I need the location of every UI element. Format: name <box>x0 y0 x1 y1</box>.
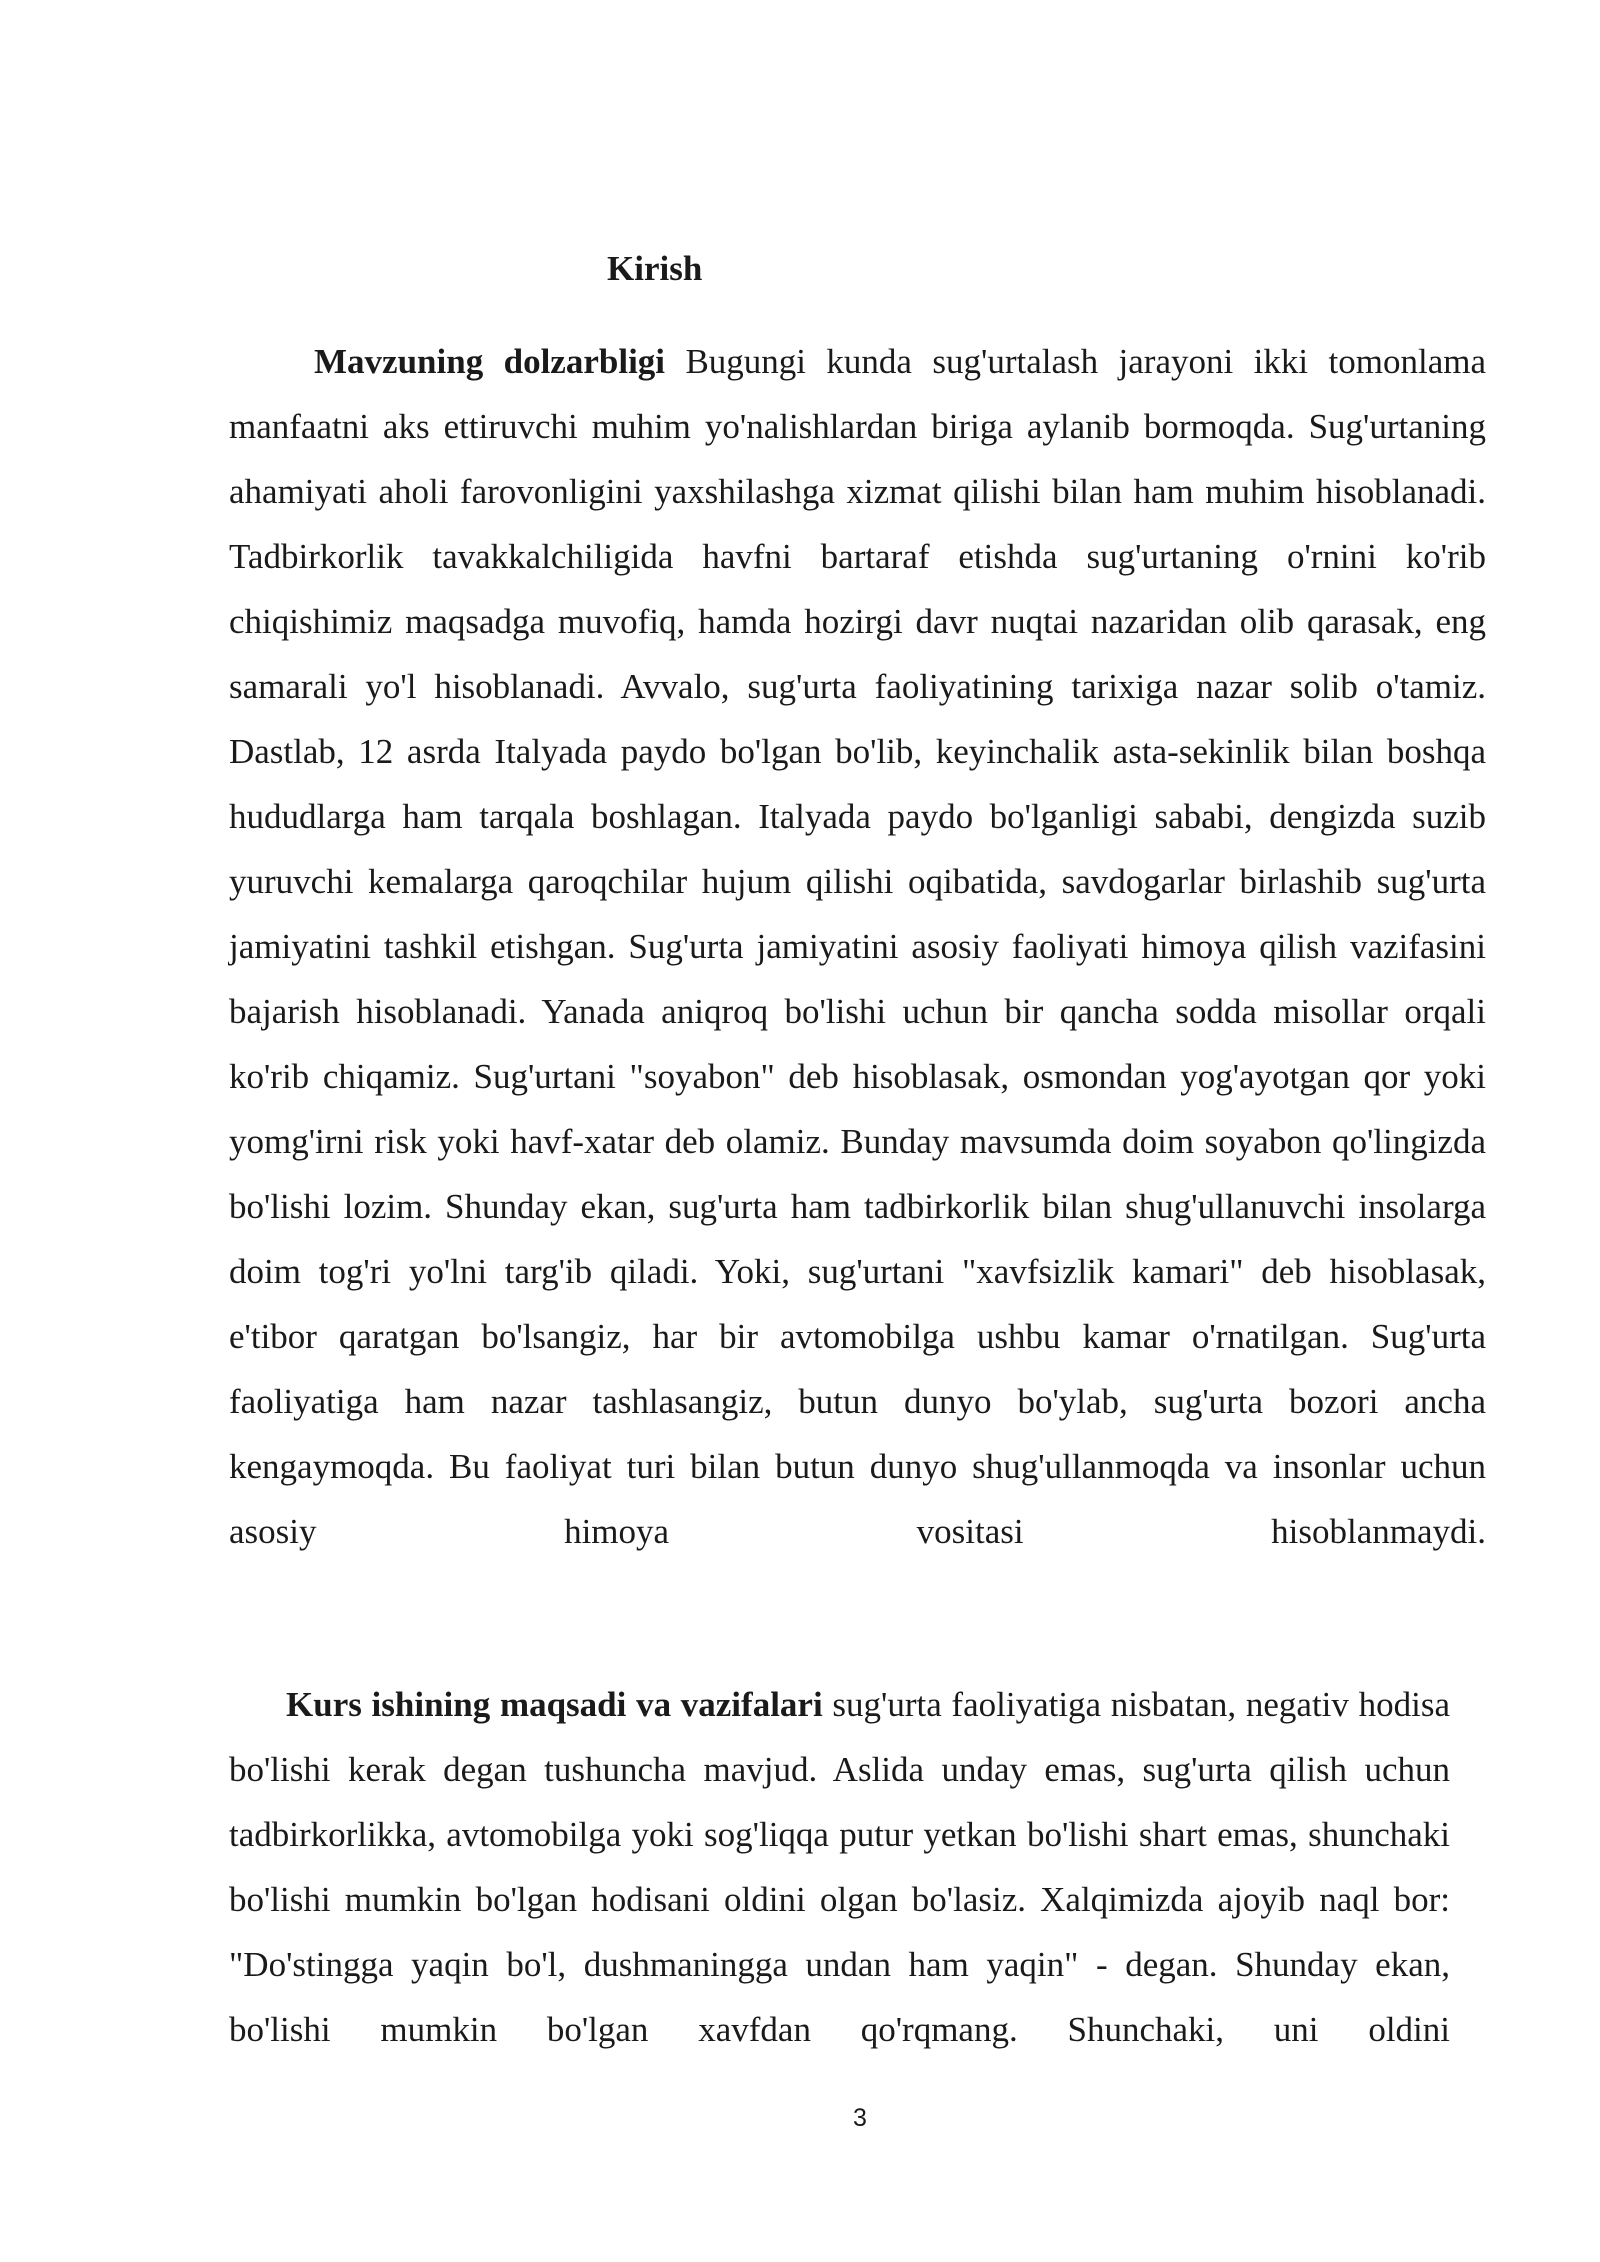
paragraph-goals <box>229 1672 1450 2062</box>
page-number: 3 <box>853 2104 867 2132</box>
paragraph-lead: Mavzuning dolzarbligi <box>314 342 666 381</box>
paragraph-relevance <box>229 329 1486 1564</box>
paragraph-text: Bugungi kunda sug'urtalash jarayoni ikki tomonlama manfaatni aks ettiruvchi muhim yo'nalishlardan biriga aylanib bormoqda. Sug'urtaning ahamiyati aholi farovonligini yaxshilashga xizmat qilishi bilan ham muhim hisoblanadi. Tadbirkorlik tavakkalchiligida havfni bartaraf etishda sug'urtaning o'rnini ko'rib chiqishimiz maqsadga muvofiq, hamda hozirgi davr nuqtai nazaridan olib qarasak, eng samarali yo'l hisoblanadi. Avvalo, sug'urta faoliyatining tarixiga nazar solib o'tamiz. Dastlab, 12 asrda Italyada paydo bo'lgan bo'lib, keyinchalik asta-sekinlik bilan boshqa hududlarga ham tarqala boshlagan. Italyada paydo bo'lganligi sababi, dengizda suzib yuruvchi kemalarga qaroqchilar hujum qilishi oqibatida, savdogarlar birlashib sug'urta jamiyatini tashkil etishgan. Sug'urta jamiyatini asosiy faoliyati himoya qilish vazifasini bajarish hisoblanadi. Yanada aniqroq bo'lishi uchun bir qancha sodda misollar orqali ko'rib chiqamiz. Sug'urtani "soyabon" deb hisoblasak, osmondan yog'ayotgan qor yoki yomg'irni risk yoki havf-xatar deb olamiz. Bunday mavsumda doim soyabon qo'lingizda bo'lishi lozim. Shunday ekan, sug'urta ham tadbirkorlik bilan shug'ullanuvchi insolarga doim tog'ri yo'lni targ'ib qiladi. Yoki, sug'urtani "xavfsizlik kamari" deb hisoblasak, e'tibor qaratgan bo'lsangiz, har bir avtomobilga ushbu kamar o'rnatilgan. Sug'urta faoliyatiga ham nazar tashlasangiz, butun dunyo bo'ylab, sug'urta bozori ancha kengaymoqda. Bu faoliyat turi bilan butun dunyo shug'ullanmoqda va insonlar uchun asosiy himoya vositasi hisoblanmaydi. <box>229 342 1486 1551</box>
paragraph-lead: Kurs ishining maqsadi va vazifalari <box>286 1685 823 1724</box>
page-title: Kirish <box>607 249 703 288</box>
paragraph-text: sug'urta faoliyatiga nisbatan, negativ hodisa bo'lishi kerak degan tushuncha mavjud. Aslida unday emas, sug'urta qilish uchun tadbirkorlikka, avtomobilga yoki sog'liqqa putur yetkan bo'lishi shart emas, shunchaki bo'lishi mumkin bo'lgan hodisani oldini olgan bo'lasiz. Xalqimizda ajoyib naql bor: "Do'stingga yaqin bo'l, dushmaningga undan ham yaqin" - degan. Shunday ekan, bo'lishi mumkin bo'lgan xavfdan qo'rqmang. Shunchaki, uni oldini <box>229 1685 1450 2049</box>
